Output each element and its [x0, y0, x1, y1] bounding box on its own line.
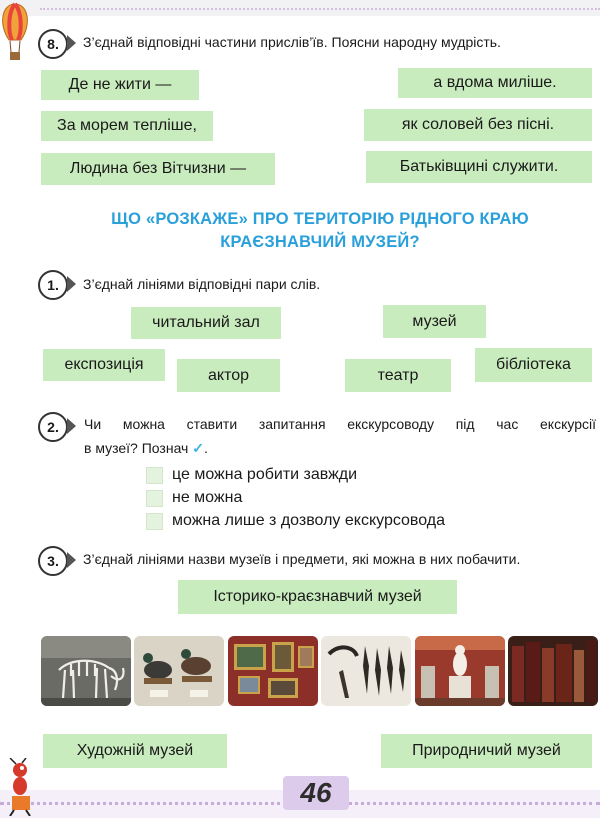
proverb-end-1[interactable]: а вдома миліше. [398, 68, 592, 98]
proverb-start-3[interactable]: Людина без Вітчизни — [41, 153, 275, 185]
word-exposition[interactable]: експозиція [43, 349, 165, 381]
museum-local-history[interactable]: Історико-краєзнавчий музей [178, 580, 457, 614]
word-museum[interactable]: музей [383, 305, 486, 338]
check-mark-icon: ✓ [192, 440, 204, 456]
task-1-text: З’єднай лініями відповідні пари слів. [83, 276, 321, 292]
task-arrow-icon [67, 35, 76, 51]
photo-old-books[interactable] [508, 636, 598, 706]
task-8-text: З’єднай відповідні частини прислів’їв. Поясни народну мудрість. [83, 34, 501, 50]
task-2-number: 2. [38, 412, 68, 442]
ant-character-icon [4, 758, 38, 816]
task-2-text-prefix: в музеї? Познач [84, 440, 189, 456]
section-title-line-2: КРАЄЗНАВЧИЙ МУЗЕЙ? [220, 233, 420, 251]
task-arrow-icon [67, 552, 76, 568]
task-2-text-line-2 [84, 439, 208, 458]
hot-air-balloon-icon [0, 2, 30, 68]
task-3-number: 3. [38, 546, 68, 576]
photo-mammoth-skeleton[interactable] [41, 636, 131, 706]
proverb-start-2[interactable]: За морем тепліше, [41, 111, 213, 141]
task-2-text-line-1: Чи можна ставити запитання екскурсоводу під час екскурсії [84, 416, 596, 432]
proverb-start-1[interactable]: Де не жити — [41, 70, 199, 100]
option-label-never: не можна [172, 489, 243, 506]
task-arrow-icon [67, 418, 76, 434]
task-8-number: 8. [38, 29, 68, 59]
option-label-always: це можна робити завжди [172, 466, 358, 483]
option-checkbox-never[interactable] [146, 490, 163, 507]
photo-sculptures[interactable] [415, 636, 505, 706]
photo-stuffed-birds[interactable] [134, 636, 224, 706]
word-library[interactable]: бібліотека [475, 348, 592, 382]
top-dotted-strip [0, 0, 600, 16]
page-number: 46 [283, 776, 349, 810]
word-actor[interactable]: актор [177, 359, 280, 392]
option-label-with-permission: можна лише з дозволу екскурсовода [172, 512, 446, 529]
option-checkbox-with-permission[interactable] [146, 513, 163, 530]
word-reading-room[interactable]: читальний зал [131, 307, 281, 339]
task-2-period: . [203, 440, 208, 456]
option-checkbox-always[interactable] [146, 467, 163, 484]
proverb-end-2[interactable]: як соловей без пісні. [364, 109, 592, 141]
task-1-number: 1. [38, 270, 68, 300]
proverb-end-3[interactable]: Батьківщині служити. [366, 151, 592, 183]
museum-natural-history[interactable]: Природничий музей [381, 734, 592, 768]
word-theatre[interactable]: театр [345, 359, 451, 392]
museum-art[interactable]: Художній музей [43, 734, 227, 768]
section-title-line-1: ЩО «РОЗКАЖЕ» ПРО ТЕРИТОРІЮ РІДНОГО КРАЮ [111, 210, 529, 228]
task-3-text: З’єднай лініями назви музеїв і предмети, які можна в них побачити. [83, 551, 521, 567]
photo-ancient-weapons[interactable] [321, 636, 411, 706]
task-arrow-icon [67, 276, 76, 292]
photo-paintings[interactable] [228, 636, 318, 706]
